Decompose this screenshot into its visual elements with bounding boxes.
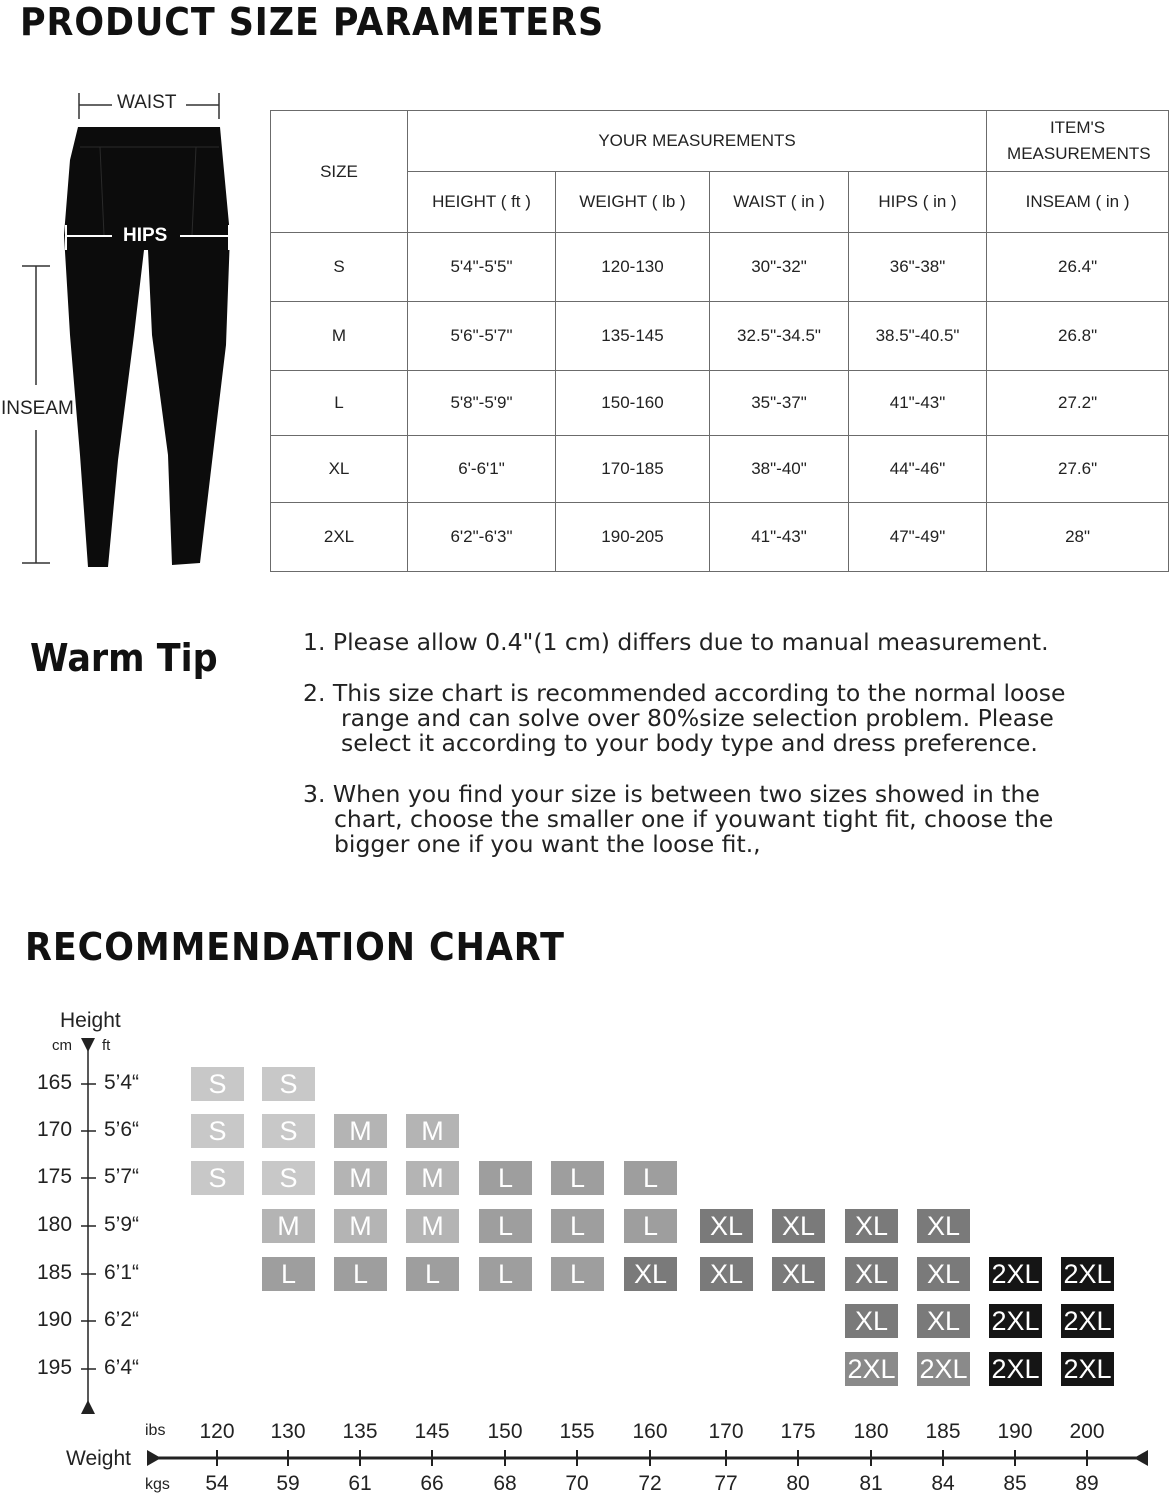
height-tick-cm: 190 xyxy=(37,1308,73,1331)
warm-tip-title: Warm Tip xyxy=(30,636,218,680)
weight-tick-lbs: 155 xyxy=(559,1420,595,1443)
table-cell: 120-130 xyxy=(556,233,710,302)
size-cell: 2XL xyxy=(1061,1304,1114,1338)
weight-tick-kgs: 80 xyxy=(786,1472,810,1495)
size-cell: XL xyxy=(917,1257,970,1291)
size-cell: XL xyxy=(772,1257,825,1291)
size-cell: 2XL xyxy=(917,1352,970,1386)
weight-tick-kgs: 68 xyxy=(493,1472,517,1495)
weight-tick-lbs: 135 xyxy=(342,1420,378,1443)
size-cell: L xyxy=(479,1257,532,1291)
table-cell: 190-205 xyxy=(556,503,710,572)
size-cell: S xyxy=(191,1161,244,1195)
size-cell: XL xyxy=(624,1257,677,1291)
weight-tick-kgs: 84 xyxy=(931,1472,955,1495)
weight-tick-kgs: 81 xyxy=(859,1472,883,1495)
weight-tick-kgs: 59 xyxy=(276,1472,300,1495)
height-unit-ft: ft xyxy=(102,1037,111,1054)
waist-label: WAIST xyxy=(117,92,177,113)
height-tick-ft: 6’1“ xyxy=(104,1261,140,1284)
table-cell: 38.5"-40.5" xyxy=(849,302,987,371)
weight-tick-lbs: 145 xyxy=(414,1420,450,1443)
table-cell: 27.6" xyxy=(987,436,1169,503)
tip-line: 3. When you find your size is between two sizes showed in the xyxy=(303,780,1040,808)
size-cell: L xyxy=(479,1209,532,1243)
tip-line: bigger one if you want the loose fit., xyxy=(334,830,761,858)
size-cell: XL xyxy=(917,1304,970,1338)
height-tick-cm: 165 xyxy=(37,1071,73,1094)
recommendation-title: RECOMMENDATION CHART xyxy=(25,925,565,969)
size-cell: S xyxy=(191,1114,244,1148)
weight-tick-kgs: 85 xyxy=(1003,1472,1027,1495)
tip-line: chart, choose the smaller one if youwant tight fit, choose the xyxy=(334,805,1054,833)
size-cell: L xyxy=(551,1257,604,1291)
table-cell: 135-145 xyxy=(556,302,710,371)
height-tick-ft: 5’4“ xyxy=(104,1071,140,1094)
size-cell: 2XL xyxy=(989,1257,1042,1291)
size-cell: 2XL xyxy=(989,1304,1042,1338)
size-cell: L xyxy=(624,1161,677,1195)
size-cell: XL xyxy=(917,1209,970,1243)
size-cell: XL xyxy=(772,1209,825,1243)
leggings-figure xyxy=(0,85,260,585)
weight-tick-lbs: 190 xyxy=(997,1420,1033,1443)
size-cell: M xyxy=(334,1161,387,1195)
size-cell: 2XL xyxy=(845,1352,898,1386)
inseam-label: INSEAM xyxy=(1,398,74,419)
weight-tick-kgs: 61 xyxy=(348,1472,372,1495)
size-cell: S xyxy=(262,1067,315,1101)
table-cell: 170-185 xyxy=(556,436,710,503)
height-tick-ft: 6’4“ xyxy=(104,1356,140,1379)
weight-tick-lbs: 130 xyxy=(270,1420,306,1443)
column-header: WAIST ( in ) xyxy=(710,172,849,233)
height-tick-ft: 5’7“ xyxy=(104,1165,140,1188)
table-row xyxy=(271,371,1169,436)
table-cell: S xyxy=(271,233,408,302)
size-cell: L xyxy=(406,1257,459,1291)
table-row xyxy=(271,302,1169,371)
weight-tick-kgs: 72 xyxy=(638,1472,662,1495)
weight-tick-lbs: 200 xyxy=(1069,1420,1105,1443)
table-cell: 26.8" xyxy=(987,302,1169,371)
weight-tick-lbs: 150 xyxy=(487,1420,523,1443)
size-cell: M xyxy=(406,1114,459,1148)
size-cell: XL xyxy=(845,1209,898,1243)
tip-line: 2. This size chart is recommended according to the normal loose xyxy=(303,679,1066,707)
table-cell: 6'-6'1" xyxy=(408,436,556,503)
column-header: INSEAM ( in ) xyxy=(987,172,1169,233)
table-cell: M xyxy=(271,302,408,371)
size-cell: L xyxy=(551,1161,604,1195)
table-cell: 47"-49" xyxy=(849,503,987,572)
weight-tick-kgs: 70 xyxy=(565,1472,589,1495)
height-axis-label: Height xyxy=(60,1009,121,1032)
table-cell: 38"-40" xyxy=(710,436,849,503)
y-axis-arrow-bottom-icon xyxy=(81,1400,95,1414)
table-cell: 44"-46" xyxy=(849,436,987,503)
params-title: PRODUCT SIZE PARAMETERS xyxy=(20,0,605,44)
weight-unit-lbs: ibs xyxy=(145,1422,166,1439)
table-cell: 35"-37" xyxy=(710,371,849,436)
size-cell: 2XL xyxy=(1061,1257,1114,1291)
size-cell: 2XL xyxy=(1061,1352,1114,1386)
size-cell: L xyxy=(334,1257,387,1291)
x-axis-arrow-left-icon xyxy=(147,1450,161,1466)
size-cell: L xyxy=(624,1209,677,1243)
tip-line: select it according to your body type and dress preference. xyxy=(341,729,1038,757)
table-cell: 26.4" xyxy=(987,233,1169,302)
tip-line: range and can solve over 80%size selection problem. Please xyxy=(341,704,1054,732)
your-measurements-header: YOUR MEASUREMENTS xyxy=(408,111,987,172)
table-row xyxy=(271,436,1169,503)
table-cell: 27.2" xyxy=(987,371,1169,436)
y-axis-arrow-top-icon xyxy=(81,1038,95,1052)
size-cell: L xyxy=(479,1161,532,1195)
table-cell: 28" xyxy=(987,503,1169,572)
height-tick-ft: 5’9“ xyxy=(104,1213,140,1236)
size-cell: S xyxy=(191,1067,244,1101)
table-cell: 150-160 xyxy=(556,371,710,436)
weight-tick-lbs: 180 xyxy=(853,1420,889,1443)
height-tick-cm: 185 xyxy=(37,1261,73,1284)
size-cell: XL xyxy=(700,1257,753,1291)
size-cell: M xyxy=(406,1161,459,1195)
table-cell: 5'4"-5'5" xyxy=(408,233,556,302)
table-cell: 5'6"-5'7" xyxy=(408,302,556,371)
table-cell: 41"-43" xyxy=(710,503,849,572)
table-cell: XL xyxy=(271,436,408,503)
weight-tick-kgs: 66 xyxy=(420,1472,444,1495)
size-cell: XL xyxy=(845,1257,898,1291)
table-row xyxy=(271,233,1169,302)
height-tick-cm: 180 xyxy=(37,1213,73,1236)
size-cell: M xyxy=(334,1209,387,1243)
weight-axis-label: Weight xyxy=(66,1447,131,1470)
weight-tick-lbs: 120 xyxy=(199,1420,235,1443)
items-measurements-header: ITEM'S MEASUREMENTS xyxy=(987,111,1169,172)
tip-line: 1. Please allow 0.4"(1 cm) differs due to manual measurement. xyxy=(303,628,1049,656)
size-cell: 2XL xyxy=(989,1352,1042,1386)
weight-tick-kgs: 77 xyxy=(714,1472,738,1495)
table-row xyxy=(271,503,1169,572)
column-header: WEIGHT ( lb ) xyxy=(556,172,710,233)
weight-tick-kgs: 89 xyxy=(1075,1472,1099,1495)
column-header: HIPS ( in ) xyxy=(849,172,987,233)
weight-tick-lbs: 175 xyxy=(780,1420,816,1443)
size-cell: M xyxy=(262,1209,315,1243)
height-tick-cm: 175 xyxy=(37,1165,73,1188)
size-cell: L xyxy=(551,1209,604,1243)
weight-tick-lbs: 170 xyxy=(708,1420,744,1443)
size-cell: XL xyxy=(700,1209,753,1243)
table-cell: 41"-43" xyxy=(849,371,987,436)
height-tick-ft: 5’6“ xyxy=(104,1118,140,1141)
table-cell: 30"-32" xyxy=(710,233,849,302)
size-cell: S xyxy=(262,1161,315,1195)
size-cell: M xyxy=(334,1114,387,1148)
size-cell: M xyxy=(406,1209,459,1243)
height-unit-cm: cm xyxy=(52,1037,72,1054)
table-cell: 36"-38" xyxy=(849,233,987,302)
size-header: SIZE xyxy=(271,111,408,233)
size-cell: XL xyxy=(845,1304,898,1338)
table-cell: L xyxy=(271,371,408,436)
table-cell: 32.5"-34.5" xyxy=(710,302,849,371)
weight-tick-lbs: 185 xyxy=(925,1420,961,1443)
height-tick-ft: 6’2“ xyxy=(104,1308,140,1331)
weight-tick-kgs: 54 xyxy=(205,1472,229,1495)
size-cell: L xyxy=(262,1257,315,1291)
weight-tick-lbs: 160 xyxy=(632,1420,668,1443)
table-cell: 2XL xyxy=(271,503,408,572)
size-cell: S xyxy=(262,1114,315,1148)
height-tick-cm: 195 xyxy=(37,1356,73,1379)
height-tick-cm: 170 xyxy=(37,1118,73,1141)
column-header: HEIGHT ( ft ) xyxy=(408,172,556,233)
table-cell: 6'2"-6'3" xyxy=(408,503,556,572)
weight-unit-kgs: kgs xyxy=(145,1476,170,1493)
x-axis-arrow-right-icon xyxy=(1134,1450,1148,1466)
table-cell: 5'8"-5'9" xyxy=(408,371,556,436)
size-table xyxy=(270,110,1169,572)
hips-label: HIPS xyxy=(123,225,168,246)
